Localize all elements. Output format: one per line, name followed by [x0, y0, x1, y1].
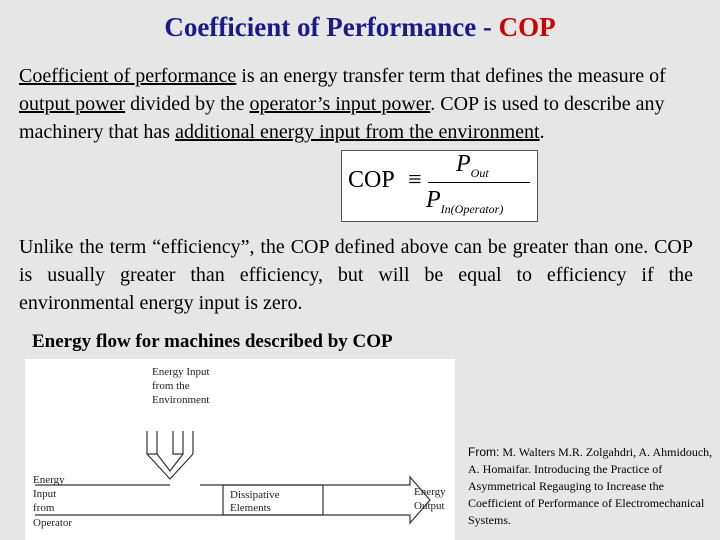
diss-label-line-2: Elements	[230, 502, 271, 514]
intro-text-2: divided by the	[125, 93, 250, 115]
term-output-power: output power	[19, 93, 126, 115]
title-main: Coefficient of Performance -	[164, 12, 499, 42]
den-subscript: In(Operator)	[440, 201, 504, 216]
title-accent: COP	[498, 12, 556, 42]
page-title	[0, 12, 720, 43]
source-citation	[468, 444, 716, 529]
intro-text-4: .	[539, 121, 545, 143]
intro-text-1: is an energy transfer term that defines the measure of	[236, 65, 666, 87]
output-label	[414, 486, 446, 512]
out-label-line-1: Energy	[414, 486, 446, 498]
formula-numerator	[456, 151, 489, 181]
diss-label-line-1: Dissipative	[230, 489, 280, 501]
out-label-line-2: Output	[414, 500, 445, 512]
intro-paragraph	[19, 62, 709, 146]
cop-formula	[341, 150, 538, 222]
env-label-line-1: Energy Input	[152, 366, 210, 378]
num-symbol: P	[456, 151, 471, 177]
env-label-line-2: from the	[152, 380, 190, 392]
term-cop: Coefficient of performance	[19, 65, 237, 87]
den-symbol: P	[426, 187, 441, 213]
term-additional-energy-input: additional energy input from the environment	[175, 121, 540, 143]
formula-equiv: ≡	[408, 167, 422, 193]
operator-label	[33, 474, 72, 529]
formula-denominator	[426, 187, 503, 217]
op-label-line-1: Energy	[33, 474, 65, 486]
dissipative-label	[230, 489, 280, 514]
efficiency-paragraph: Unlike the term “efficiency”, the COP defined above can be greater than one. COP is usually greater than efficiency, but will be equal to efficiency if the environmental energy input is zero.	[19, 236, 693, 314]
env-label-line-3: Environment	[152, 394, 210, 406]
fraction-bar	[428, 182, 530, 183]
op-label-line-3: from	[33, 502, 55, 514]
environment-label	[152, 366, 210, 406]
num-subscript: Out	[470, 165, 489, 180]
citation-from: From:	[468, 445, 500, 459]
formula-lhs: COP	[348, 167, 395, 193]
energy-flow-diagram	[25, 359, 455, 540]
intro-text-3: . COP is used to describe any machinery that has	[19, 93, 665, 143]
citation-text: M. Walters M.R. Zolgahdri, A. Ahmidouch, A. Homaifar. Introducing the Practice of Asymmetrical Regauging to Increase the Coefficient of Performance of Electromechanical Systems.	[468, 445, 713, 527]
diagram-caption: Energy flow for machines described by COP	[32, 331, 393, 352]
term-operator-input-power: operator’s input power	[249, 93, 431, 115]
op-label-line-4: Operator	[33, 517, 73, 529]
op-label-line-2: Input	[33, 488, 57, 500]
environment-input-arrow	[147, 431, 193, 479]
